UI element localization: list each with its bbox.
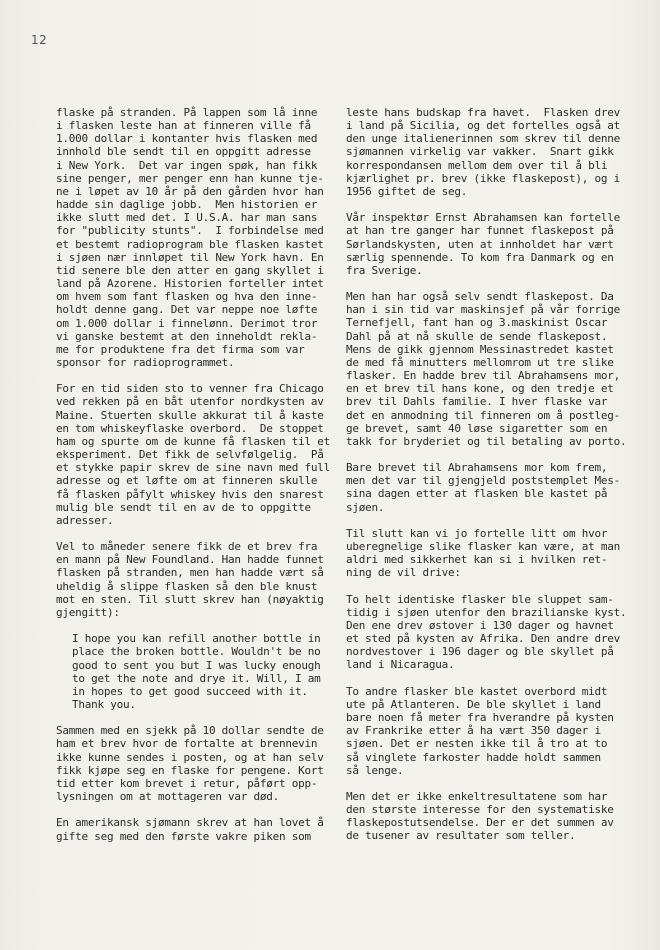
paragraph: flaske på stranden. På lappen som lå inne i flasken leste han at finneren ville få 1.000 dollar i kontanter hvis flasken med innhold ble sendt til en oppgitt adresse i New York. Det var ingen spøk, han fikk sine penger, mer penger enn han kunne tje- ne i løpet av 10 år på den gården hvor han hadde sin daglige jobb. Men historien er ikke slutt med det. I U.S.A. har man sans for "publicity stunts". I forbindelse med et bestemt radioprogram ble flasken kastet i sjøen nær innløpet til New York havn. En tid senere ble den atter en gang skyllet i land på Azorene. Historien forteller intet om hvem som fant flasken og hva den inne- holdt denne gang. Det var neppe noe løfte om 1.000 dollar i finnelønn. Derimot tror vi ganske bestemt at den inneholdt rekla- me for produktene fra det firma som var sponsor for radioprogrammet. — [56, 106, 324, 369]
paragraph: En amerikansk sjømann skrev at han lovet å gifte seg med den første vakre piken som — [56, 816, 324, 843]
quoted-letter: I hope you kan refill another bottle in place the broken bottle. Wouldn't be no good to sent you but I was lucky enough to get the note and drye it. Will, I am in hopes to get good succeed with it. Thank you. — [72, 632, 321, 711]
paragraph: Til slutt kan vi jo fortelle litt om hvor uberegnelige slike flasker kan være, at man aldri med sikkerhet kan si i hvilken ret- ning de vil drive: — [346, 526, 621, 580]
paragraph: Men det er ikke enkeltresultatene som har den største interesse for den systematiske flaskepostutsendelse. Der er det summen av de tusener av resultater som teller. — [346, 790, 614, 843]
paragraph: leste hans budskap fra havet. Flasken drev i land på Sicilia, og det fortelles også at den unge italienerinnen som skrev til denne sjømannen virkelig var vakker. Snart gikk korrespondansen mellom dem over til å bli kjærlighet pr. brev (ikke flaskepost), og i 1956 giftet de seg. — [346, 106, 621, 198]
paragraph: Vel to måneder senere fikk de et brev fra en mann på New Foundland. Han hadde funnet flasken på stranden, men han hadde vært så uheldig å slippe flasken så den ble knust mot en sten. Til slutt skrev han (nøyaktig gjengitt): — [56, 540, 324, 619]
paragraph: To helt identiske flasker ble sluppet sam- tidig i sjøen utenfor den brazilianske kyst. Den ene drev østover i 130 dager og havnet et sted på kysten av Afrika. Den andre drev nordvestover i 196 dager og ble skyllet på land i Nicaragua. — [346, 592, 627, 672]
left-column — [56, 106, 334, 856]
paragraph: To andre flasker ble kastet overbord midt ute på Atlanteren. De ble skyllet i land bare noen få meter fra hverandre på kysten av Frankrike etter å ha vært 350 dager i sjøen. Det er nesten ikke til å tro at to så vinglete farkoster hadde holdt sammen så lenge. — [346, 684, 614, 777]
paragraph: Men han har også selv sendt flaskepost. Da han i sin tid var maskinsjef på vår forrige Ternefjell, fant han og 3.maskinist Oscar Dahl på at nå skulle de sende flaskepost. Mens de gikk gjennom Messinastredet kastet de med få minutters mellomrom ut tre slike flasker. En hadde brev til Abrahamsens mor, en et brev til hans kone, og den tredje et brev til Dahls familie. I hver flaske var det en anmodning til finneren om å postleg- ge brevet, samt 40 løse sigaretter som en takk for bryderiet og til betaling av porto. — [346, 290, 627, 448]
paragraph: Bare brevet til Abrahamsens mor kom frem, men det var til gjengjeld poststemplet Mes- sina dagen etter at flasken ble kastet på sjøen. — [346, 461, 621, 514]
paragraph: For en tid siden sto to venner fra Chicago ved rekken på en båt utenfor nordkysten av Maine. Stuerten skulle akkurat til å kaste en tom whiskeyflaske overbord. De stoppet ham og spurte om de kunne få flasken til et eksperiment. Det fikk de selvfølgelig. På et stykke papir skrev de sine navn med full adresse og et løfte om at finneren skulle få flasken påfylt whiskey hvis den snarest mulig ble sendt til en av de to oppgitte adresser. — [56, 382, 331, 527]
page-number: 12 — [31, 33, 48, 47]
paragraph: Sammen med en sjekk på 10 dollar sendte de ham et brev hvor de fortalte at brennevin ikke kunne sendes i posten, og at han selv fikk kjøpe seg en flaske for pengene. Kort tid etter kom brevet i retur, påført opp- lysningen om at mottageren var død. — [56, 724, 324, 804]
right-column — [346, 106, 627, 856]
paragraph: Vår inspektør Ernst Abrahamsen kan fortelle at han tre ganger har funnet flaskepost på Sørlandskysten, uten at innholdet har vært særlig spennende. To kom fra Danmark og en fra Sverige. — [346, 211, 621, 277]
